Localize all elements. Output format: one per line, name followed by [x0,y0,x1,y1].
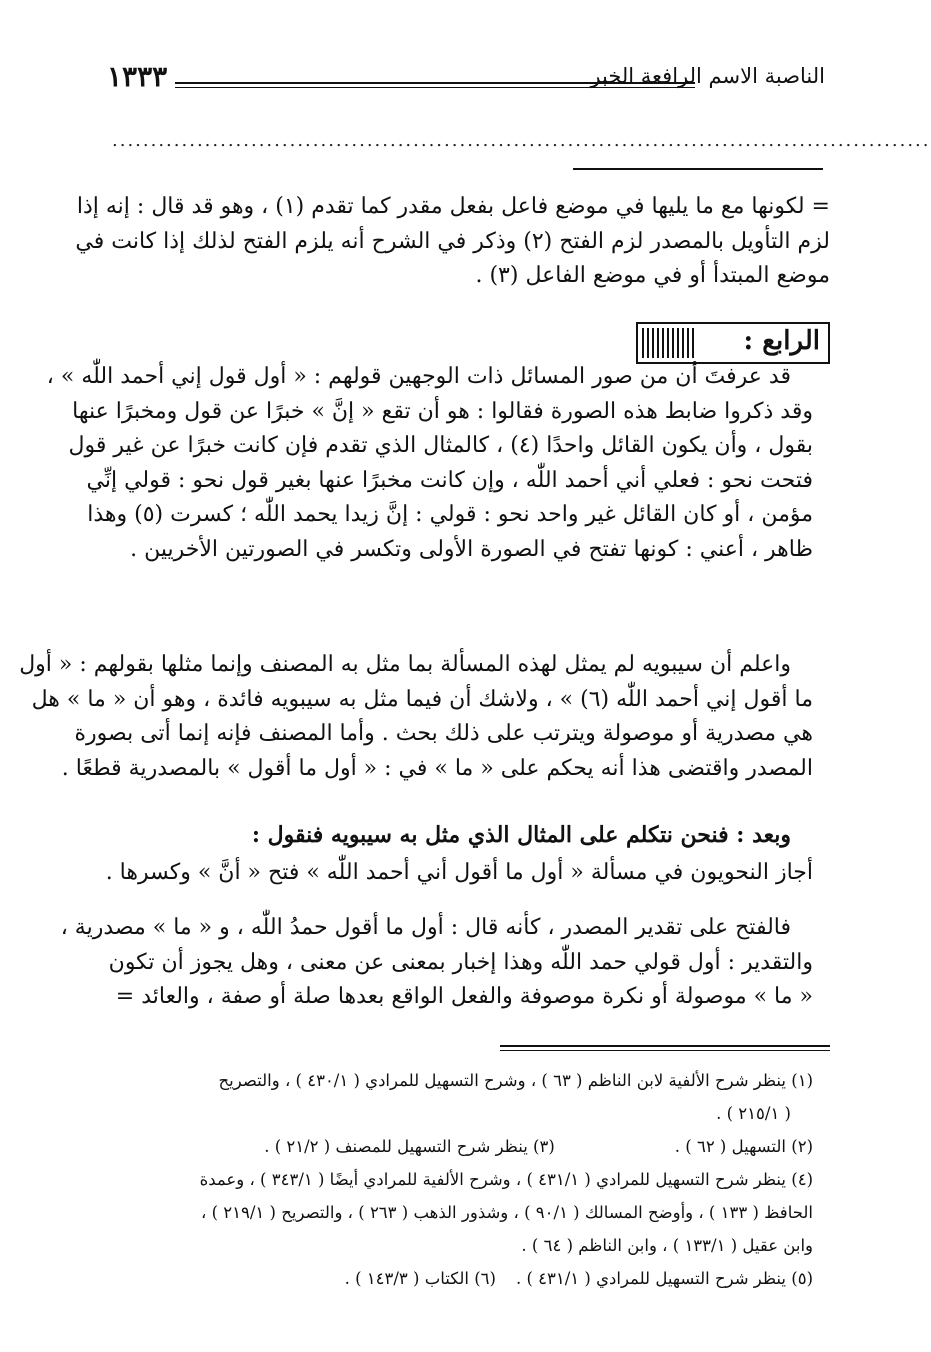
footnotes [103,1064,813,1295]
text-line: قد عرفتَ أن من صور المسائل ذات الوجهين قولهم : « أول قول إني أحمد اللّٰه » ، [46,364,791,389]
text-line: فتحت نحو : فعلي أني أحمد اللّٰه ، وإن كانت مخبرًا عنها بغير قول نحو : قولي إنِّي [86,467,813,493]
text-line: « ما » موصولة أو نكرة موصوفة والفعل الواقع بعدها صلة أو صفة ، والعائد = [115,984,813,1009]
short-divider [573,168,823,170]
footnote-line: (١) ينظر شرح الألفية لابن الناظم ( ٦٣ ) ، وشرح التسهيل للمرادي ( ٤٣٠/١ ) ، والتصريح [218,1071,813,1090]
footnote-3: (٣) ينظر شرح التسهيل للمصنف ( ٢١/٢ ) . [264,1137,555,1156]
text-line: وقد ذكروا ضابط هذه الصورة فقالوا : هو أن تقع « إنَّ » خبرًا عن قول ومخبرًا عنها [72,398,813,424]
separator-dots: .......................................................................................................... [112,130,931,151]
page-number: ١٣٣٣ [107,60,168,93]
page-header [95,60,825,100]
footnote-line: وابن عقيل ( ١٣٣/١ ) ، وابن الناظم ( ٦٤ ) . [521,1236,813,1255]
paragraph-3 [103,818,813,853]
text-line: لزم التأويل بالمصدر لزم الفتح (٢) وذكر في الشرح أنه يلزم الفتح لذلك إذا كانت في [75,228,830,254]
paragraph-5 [60,911,813,1015]
text-line: المصدر واقتضى هذا أنه يحكم على « ما » في : « أول ما أقول » بالمصدرية قطعًا . [61,755,813,781]
section-heading: الرابع : [743,326,820,356]
text-line: والتقدير : أول قولي حمد اللّٰه وهذا إخبار بمعنى عن معنى ، وهل يجوز أن تكون [108,949,813,975]
running-title: الناصبة الاسم الرافعة الخبر [590,64,825,88]
continued-paragraph [75,190,830,294]
footnote-pair [103,1130,813,1163]
text-line: وبعد : فنحن نتكلم على المثال الذي مثل به سيبويه فنقول : [251,822,791,848]
footnote-line: ( ٢١٥/١ ) . [716,1104,791,1123]
text-line: ما أقول إني أحمد اللّٰه (٦) » ، ولاشك أن فيما مثل به سيبويه فائدة ، وهو أن « ما » هل [31,686,813,712]
footnote-pair [103,1262,813,1295]
text-line: فالفتح على تقدير المصدر ، كأنه قال : أول ما أقول حمدُ اللّٰه ، و « ما » مصدرية ، [60,915,791,940]
text-line: = لكونها مع ما يليها في موضع فاعل بفعل مقدر كما تقدم (١) ، وهو قد قال : إنه إذا [76,194,830,219]
heading-ornament [642,328,694,358]
footnote-5: (٥) ينظر شرح التسهيل للمرادي ( ٤٣١/١ ) . [515,1269,813,1288]
text-line: بقول ، وأن يكون القائل واحدًا (٤) ، كالمثال الذي تقدم فإن كانت خبرًا عن غير قول [68,433,813,458]
text-line: موضع المبتدأ أو في موضع الفاعل (٣) . [475,263,830,288]
text-line: هي مصدرية أو موصولة ويترتب على ذلك بحث . وأما المصنف فإنه إنما أتى بصورة [74,721,813,746]
section-heading-box [636,322,830,364]
text-line: مؤمن ، أو كان القائل غير واحد نحو : قولي : إنَّ زيدا يحمد اللّٰه ؛ كسرت (٥) وهذا [87,502,813,527]
text-line: ظاهر ، أعني : كونها تفتح في الصورة الأولى وتكسر في الصورتين الأخريين . [130,536,813,562]
paragraph-4 [103,856,813,891]
footnote-6: (٦) الكتاب ( ١٤٣/٣ ) . [344,1269,496,1288]
footnote-2: (٢) التسهيل ( ٦٢ ) . [674,1137,813,1156]
text-line: واعلم أن سيبويه لم يمثل لهذه المسألة بما مثل به المصنف وإنما مثلها بقولهم : « أول [19,652,791,677]
paragraph-1 [46,360,813,567]
paragraph-2 [19,648,813,786]
footnote-line: الحافظ ( ١٣٣ ) ، وأوضح المسالك ( ٩٠/١ ) ، وشذور الذهب ( ٢٦٣ ) ، والتصريح ( ٢١٩/١ ) ، [201,1203,813,1222]
footnote-rule [500,1045,830,1051]
text-line: أجاز النحويون في مسألة « أول ما أقول أني أحمد اللّٰه » فتح « أنَّ » وكسرها . [105,860,813,885]
footnote-line: (٤) ينظر شرح التسهيل للمرادي ( ٤٣١/١ ) ، وشرح الألفية للمرادي أيضًا ( ٣٤٣/١ ) ، وعمدة [199,1170,813,1189]
